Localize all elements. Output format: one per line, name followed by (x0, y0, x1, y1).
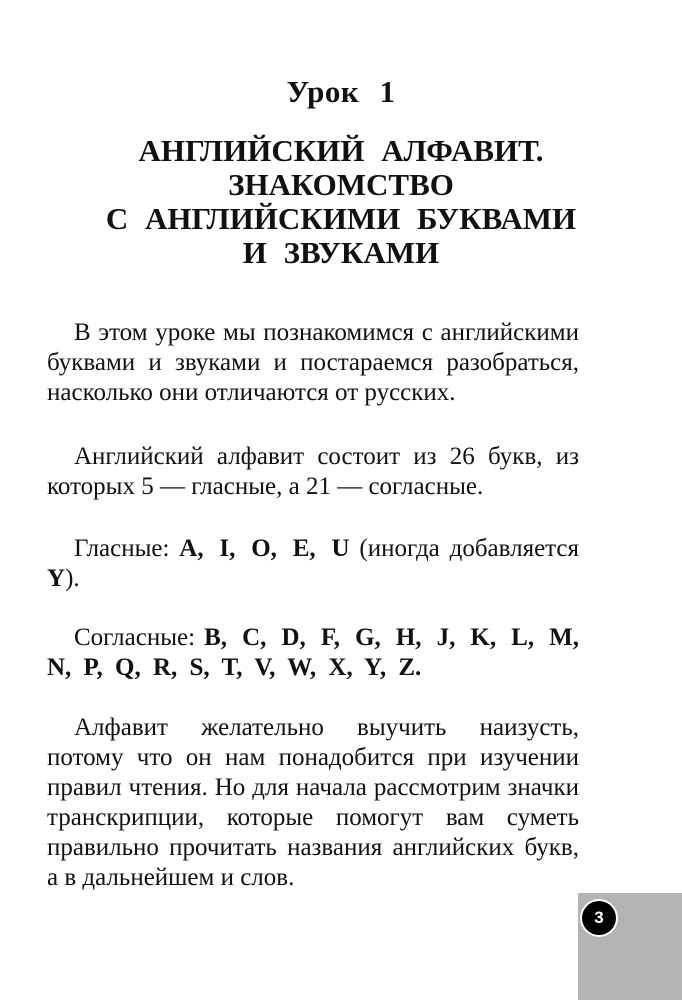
title-line-2: ЗНАКОМСТВО (228, 167, 454, 202)
consonants-paragraph (47, 623, 579, 683)
closing-paragraph: Алфавит желательно выучить наизусть, потому что он нам понадобится при изучении правил чтения. Но для начала рассмотрим значки транскрипции, которые помогут вам суметь правильно прочитать названия английских букв, а в дальнейшем и слов. (47, 714, 579, 891)
title-line-1: АНГЛИЙСКИЙ АЛФАВИТ. (138, 133, 544, 168)
vowels-paragraph (47, 534, 579, 594)
consonants-label: Согласные: (74, 624, 196, 651)
page-title (40, 134, 642, 270)
vowels-letters: A, I, O, E, U (179, 535, 350, 562)
vowels-note: (иногда добавляется (359, 535, 580, 562)
lesson-number: Урок 1 (286, 74, 396, 109)
alphabet-count-paragraph: Английский алфавит состоит из 26 букв, из которых 5 — гласные, а 21 — согласные. (47, 443, 579, 500)
vowels-label: Гласные: (74, 535, 170, 562)
vowels-extra-letter: Y (47, 565, 66, 592)
consonants-letters: B, C, D, F, G, H, J, K, L, M, N, P, Q, R, S, T, V, W, X, Y, Z. (47, 624, 579, 681)
intro-paragraph: В этом уроке мы познакомимся с английскими буквами и звуками и постараемся разобраться, насколько они отличаются от русских. (47, 319, 579, 406)
page-number: 3 (582, 901, 616, 935)
vowels-note-end: ). (65, 565, 80, 592)
title-line-4: И ЗВУКАМИ (242, 235, 440, 270)
title-line-3: С АНГЛИЙСКИМИ БУКВАМИ (105, 201, 577, 236)
